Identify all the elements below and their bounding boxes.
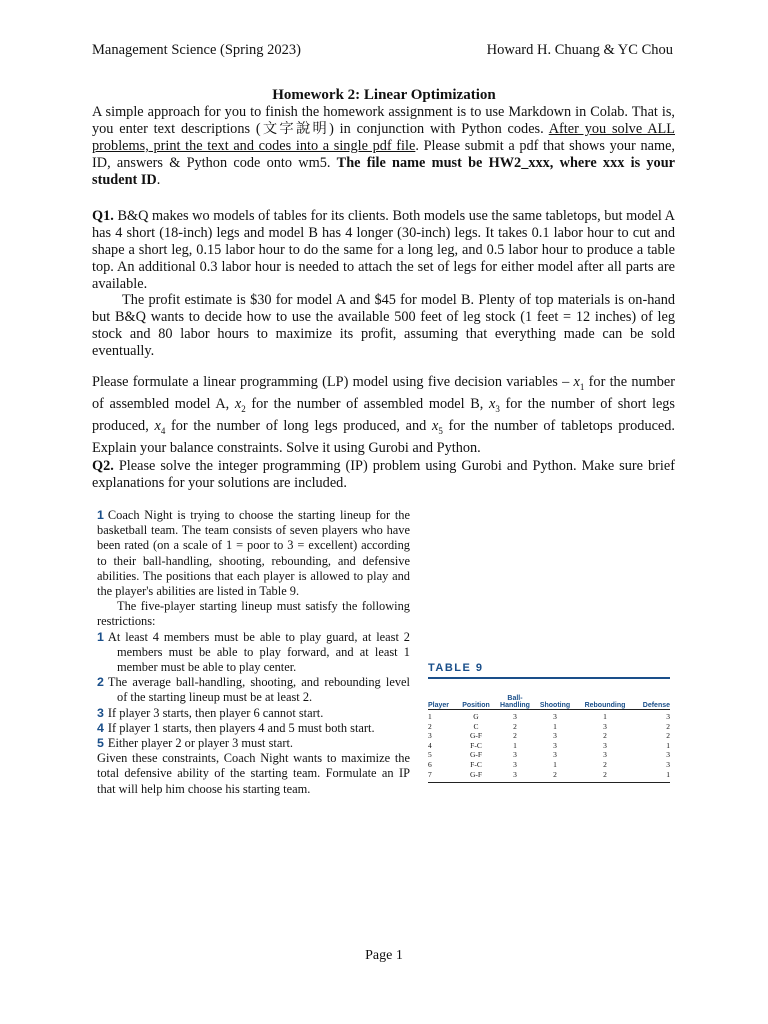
page-number: Page 1 xyxy=(365,948,403,963)
table-cell: 2 xyxy=(513,731,517,741)
table-cell: 3 xyxy=(513,712,517,721)
table-cell: 3 xyxy=(666,712,670,721)
var-x4: $x_4$ xyxy=(154,417,166,436)
q2-paragraph xyxy=(92,458,675,492)
table-cell: 1 xyxy=(603,712,607,721)
intro-paragraph xyxy=(92,104,675,189)
intro-filename-rule: The file name must be HW2_xxx, where xxx is your student ID xyxy=(92,155,675,188)
table-cell: 3 xyxy=(553,740,557,750)
intro-text-5: . xyxy=(156,172,161,188)
q2-label: Q2. xyxy=(92,458,114,474)
restriction-item: 4 If player 1 starts, then players 4 and 5 must both start. xyxy=(97,720,375,735)
table-cell: 2 xyxy=(666,721,670,731)
table-cell: 1 xyxy=(428,712,432,721)
problem-lead: The five-player starting lineup must satisfy the following restrictions: xyxy=(97,599,410,629)
q1-label: Q1. xyxy=(92,208,114,224)
table-bottom-rule xyxy=(428,782,670,783)
table-cell: 2 xyxy=(603,731,607,741)
table-cell: G-F xyxy=(469,769,483,779)
table-row xyxy=(428,760,670,770)
table-cell: F-C xyxy=(470,759,482,769)
col-header: Shooting xyxy=(539,702,571,709)
table-cell: 1 xyxy=(553,721,557,731)
table-cell: 3 xyxy=(603,740,607,750)
var-x5: $x_5$ xyxy=(431,417,443,436)
col-header: Defense xyxy=(642,702,670,709)
table-cell: 3 xyxy=(553,750,557,760)
var-x1: $x_1$ xyxy=(573,374,585,392)
table-cell: 1 xyxy=(666,740,670,750)
table-cell: 5 xyxy=(428,750,432,760)
table-cell: 2 xyxy=(428,721,432,731)
table-cell: 4 xyxy=(428,740,432,750)
table-cell: G-F xyxy=(469,731,483,741)
table-cell: 3 xyxy=(666,759,670,769)
q2-text: Please solve the integer programming (IP) problem using Gurobi and Python. Make sure brief explanations for your solutions are included. xyxy=(92,458,675,491)
col-header: Ball- Handling xyxy=(500,695,530,709)
table-cell: C xyxy=(473,721,479,731)
col-header: Position xyxy=(462,702,490,709)
table-cell: G-F xyxy=(469,750,483,760)
table-title: TABLE 9 xyxy=(428,662,484,674)
col-header: Player xyxy=(428,702,450,709)
table-cell: 2 xyxy=(603,759,607,769)
table-cell: 2 xyxy=(603,769,607,779)
table-cell: G xyxy=(473,712,479,721)
table-cell: 3 xyxy=(553,712,557,721)
page-title: Homework 2: Linear Optimization xyxy=(272,87,496,103)
intro-text-3: . Please submit a pdf that shows your name, ID, answers & Python code onto wm5. xyxy=(92,138,675,171)
var-x3: $x_3$ xyxy=(488,395,500,414)
problem-closing: Given these constraints, Coach Night wants to maximize the total defensive ability of the starting team. Formulate an IP that will help him choose his starting team. xyxy=(97,751,410,796)
table-cell: 3 xyxy=(513,759,517,769)
problem-number: 1 xyxy=(97,508,104,522)
table-body xyxy=(428,710,670,782)
table-cell: 3 xyxy=(428,731,432,741)
table-row xyxy=(428,722,670,732)
header-authors: Howard H. Chuang & YC Chou xyxy=(486,42,673,58)
table-row xyxy=(428,741,670,751)
header-course: Management Science (Spring 2023) xyxy=(92,42,301,58)
intro-underlined-instruction: After you solve ALL problems, print the text and codes into a single pdf file xyxy=(92,121,675,154)
restriction-item: 1 At least 4 members must be able to play guard, at least 2 members must be able to play forward, and at least 1 member must be able to play center. xyxy=(97,629,410,675)
table-header-row xyxy=(428,679,670,709)
table-cell: 3 xyxy=(603,721,607,731)
table-cell: 1 xyxy=(666,769,670,779)
formulation-paragraph xyxy=(92,374,675,457)
table-cell: 3 xyxy=(666,750,670,760)
q1-profit-paragraph: The profit estimate is $30 for model A and $45 for model B. Plenty of top materials is on-hand but B&Q wants to decide how to use the available 500 feet of leg stock (1 feet = 12 inches) of leg stock and 80 labor hours to maximize its profit, assuming that everything made can be sold eventually. xyxy=(92,292,675,359)
table-row xyxy=(428,731,670,741)
table-cell: F-C xyxy=(470,740,482,750)
restriction-item: 2 The average ball-handling, shooting, and rebounding level of the starting lineup must be at least 2. xyxy=(97,675,410,705)
formulation-text-2: for the number of assembled model A, xyxy=(92,374,675,412)
table-cell: 7 xyxy=(428,769,432,779)
table-cell: 3 xyxy=(513,750,517,760)
restriction-item: 5 Either player 2 or player 3 must start. xyxy=(97,736,294,751)
var-x2: $x_2$ xyxy=(234,395,246,414)
table-cell: 1 xyxy=(553,759,557,769)
formulation-text-1: Please formulate a linear programming (LP) model using five decision variables – xyxy=(92,374,574,390)
intro-text-1: A simple approach for you to finish the homework assignment is to use Markdown in Colab. That is, you enter text descriptions (文字說明) in conjunction with Python codes. xyxy=(92,104,675,137)
table-cell: 6 xyxy=(428,759,432,769)
formulation-text-3: for the number of assembled model B, xyxy=(245,395,489,412)
q1-paragraph xyxy=(92,208,675,293)
table-row xyxy=(428,750,670,760)
col-header: Rebounding xyxy=(584,702,626,709)
table-9 xyxy=(428,662,670,783)
textbook-problem xyxy=(97,508,410,797)
formulation-text-5: for the number of long legs produced, and xyxy=(165,417,432,434)
table-cell: 2 xyxy=(666,731,670,741)
q1-text: B&Q makes wo models of tables for its clients. Both models use the same tabletops, but model A has 4 short (18-inch) legs and model B has 4 longer (30-inch) legs. It takes 0.1 labor hour to cut and shape a short leg, 0.15 labor hour to do the same for a long leg, and 0.5 labor hour to produce a table top. An additional 0.3 labor hour is needed to attach the set of legs for either model after all parts are available. xyxy=(92,208,675,292)
table-row xyxy=(428,712,670,722)
problem-intro: 1 Coach Night is trying to choose the starting lineup for the basketball team. The team consists of seven players who have been rated (on a scale of 1 = poor to 3 = excellent) according to their ball-handling, shooting, rebounding, and defensive abilities. The positions that each player is allowed to play and the player's abilities are listed in Table 9. xyxy=(97,508,410,599)
table-cell: 3 xyxy=(553,731,557,741)
table-cell: 2 xyxy=(553,769,557,779)
formulation-text-6: for the number of tabletops produced. Explain your balance constraints. Solve it using Gurobi and Python. xyxy=(92,417,676,456)
table-cell: 3 xyxy=(513,769,517,779)
table-row xyxy=(428,770,670,780)
table-cell: 1 xyxy=(513,740,517,750)
table-cell: 3 xyxy=(603,750,607,760)
formulation-text-4: for the number of short legs produced, xyxy=(92,395,676,434)
restriction-item: 3 If player 3 starts, then player 6 cannot start. xyxy=(97,705,324,720)
table-cell: 2 xyxy=(513,721,517,731)
